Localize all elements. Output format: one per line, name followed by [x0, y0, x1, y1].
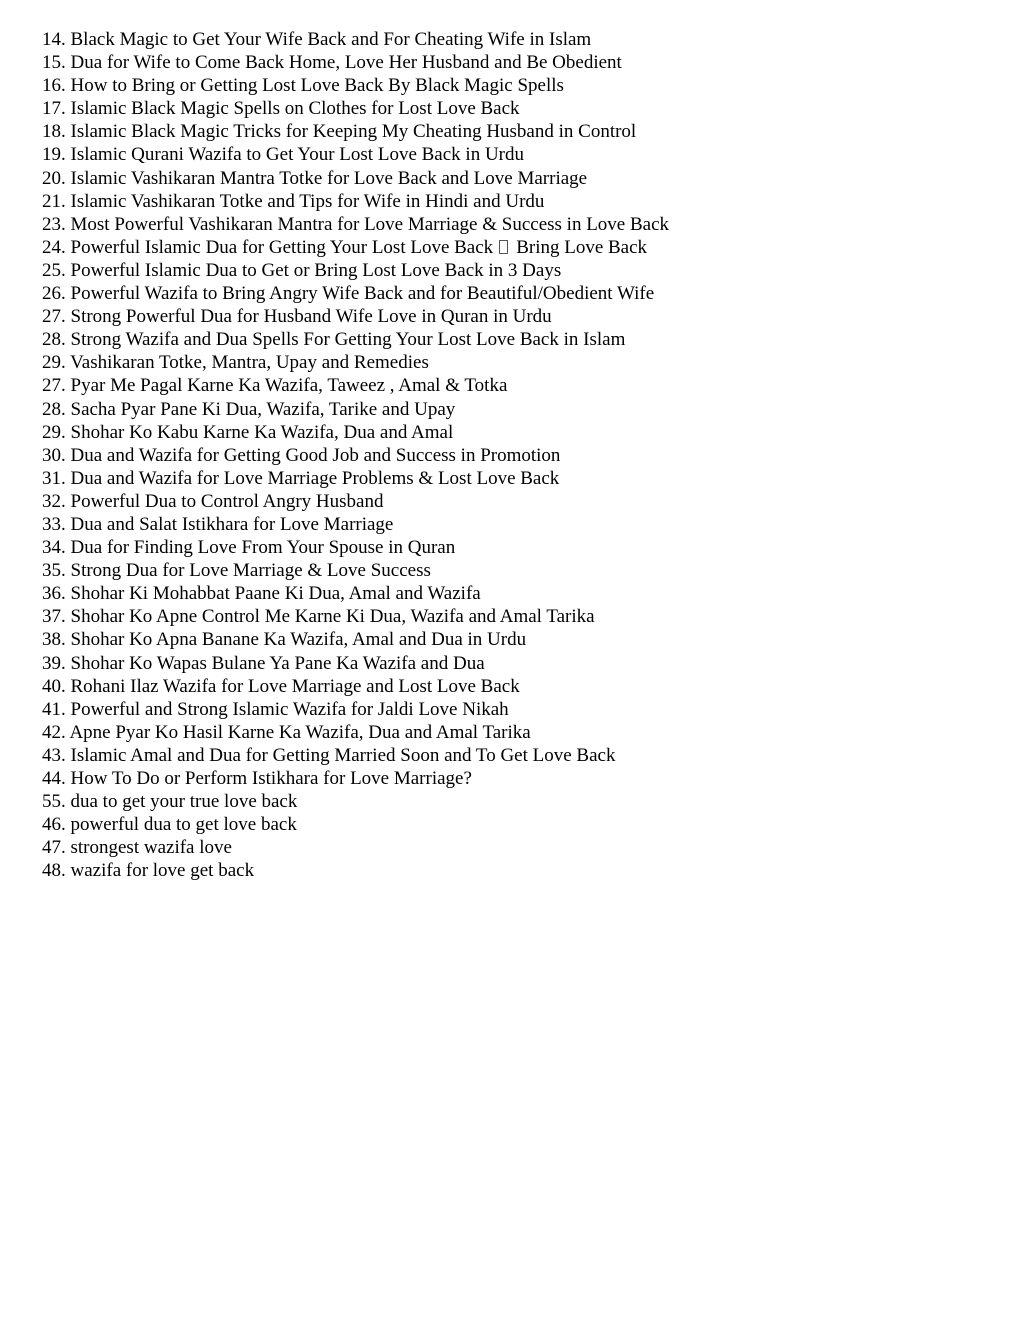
list-item: 41. Powerful and Strong Islamic Wazifa for Jaldi Love Nikah [42, 698, 509, 720]
list-item: 47. strongest wazifa love [42, 837, 232, 859]
item-list [42, 28, 1002, 882]
list-item: 21. Islamic Vashikaran Totke and Tips for Wife in Hindi and Urdu [42, 190, 545, 212]
list-item: 20. Islamic Vashikaran Mantra Totke for Love Back and Love Marriage [42, 167, 588, 189]
list-item: 17. Islamic Black Magic Spells on Clothes for Lost Love Back [42, 98, 520, 120]
list-item: 42. Apne Pyar Ko Hasil Karne Ka Wazifa, Dua and Amal Tarika [42, 721, 531, 743]
list-item: 18. Islamic Black Magic Tricks for Keeping My Cheating Husband in Control [42, 121, 637, 143]
list-item: 30. Dua and Wazifa for Getting Good Job and Success in Promotion [42, 444, 561, 466]
list-item: 16. How to Bring or Getting Lost Love Back By Black Magic Spells [42, 75, 564, 97]
document-page [42, 28, 1002, 882]
list-item: 31. Dua and Wazifa for Love Marriage Problems & Lost Love Back [42, 467, 560, 489]
list-item: 28. Sacha Pyar Pane Ki Dua, Wazifa, Tarike and Upay [42, 398, 456, 420]
list-item: 55. dua to get your true love back [42, 791, 298, 813]
list-item: 27. Pyar Me Pagal Karne Ka Wazifa, Taweez , Amal & Totka [42, 375, 508, 397]
list-item: 28. Strong Wazifa and Dua Spells For Getting Your Lost Love Back in Islam [42, 329, 626, 351]
list-item: 15. Dua for Wife to Come Back Home, Love Her Husband and Be Obedient [42, 52, 622, 74]
list-item-24 [42, 236, 1002, 259]
list-item: 33. Dua and Salat Istikhara for Love Marriage [42, 513, 394, 535]
list-item: 36. Shohar Ki Mohabbat Paane Ki Dua, Amal and Wazifa [42, 583, 481, 605]
list-item: 34. Dua for Finding Love From Your Spouse in Quran [42, 537, 456, 559]
list-item: 27. Strong Powerful Dua for Husband Wife Love in Quran in Urdu [42, 306, 552, 328]
list-item: 25. Powerful Islamic Dua to Get or Bring Lost Love Back in 3 Days [42, 259, 562, 281]
list-item: 48. wazifa for love get back [42, 860, 255, 882]
list-item: 37. Shohar Ko Apne Control Me Karne Ki Dua, Wazifa and Amal Tarika [42, 606, 595, 628]
list-item: 23. Most Powerful Vashikaran Mantra for Love Marriage & Success in Love Back [42, 213, 670, 235]
list-item-24-text-part-2: Bring Love Back [516, 236, 648, 258]
list-item: 35. Strong Dua for Love Marriage & Love Success [42, 560, 431, 582]
list-item: 19. Islamic Qurani Wazifa to Get Your Lost Love Back in Urdu [42, 144, 524, 166]
list-item: 14. Black Magic to Get Your Wife Back and For Cheating Wife in Islam [42, 29, 592, 50]
list-item: 29. Vashikaran Totke, Mantra, Upay and Remedies [42, 352, 429, 374]
list-item: 38. Shohar Ko Apna Banane Ka Wazifa, Amal and Dua in Urdu [42, 629, 527, 651]
list-item: 39. Shohar Ko Wapas Bulane Ya Pane Ka Wazifa and Dua [42, 652, 485, 674]
list-item: 44. How To Do or Perform Istikhara for Love Marriage? [42, 768, 472, 789]
list-item: 32. Powerful Dua to Control Angry Husband [42, 490, 384, 512]
list-item: 26. Powerful Wazifa to Bring Angry Wife Back and for Beautiful/Obedient Wife [42, 283, 655, 305]
list-item: 29. Shohar Ko Kabu Karne Ka Wazifa, Dua and Amal [42, 421, 454, 443]
list-item: 43. Islamic Amal and Dua for Getting Married Soon and To Get Love Back [42, 744, 616, 766]
list-item-24-text-part-1: 24. Powerful Islamic Dua for Getting Your Lost Love Back [42, 236, 494, 258]
missing-glyph-icon [499, 240, 508, 254]
list-item: 40. Rohani Ilaz Wazifa for Love Marriage and Lost Love Back [42, 675, 520, 697]
list-item: 46. powerful dua to get love back [42, 814, 297, 836]
